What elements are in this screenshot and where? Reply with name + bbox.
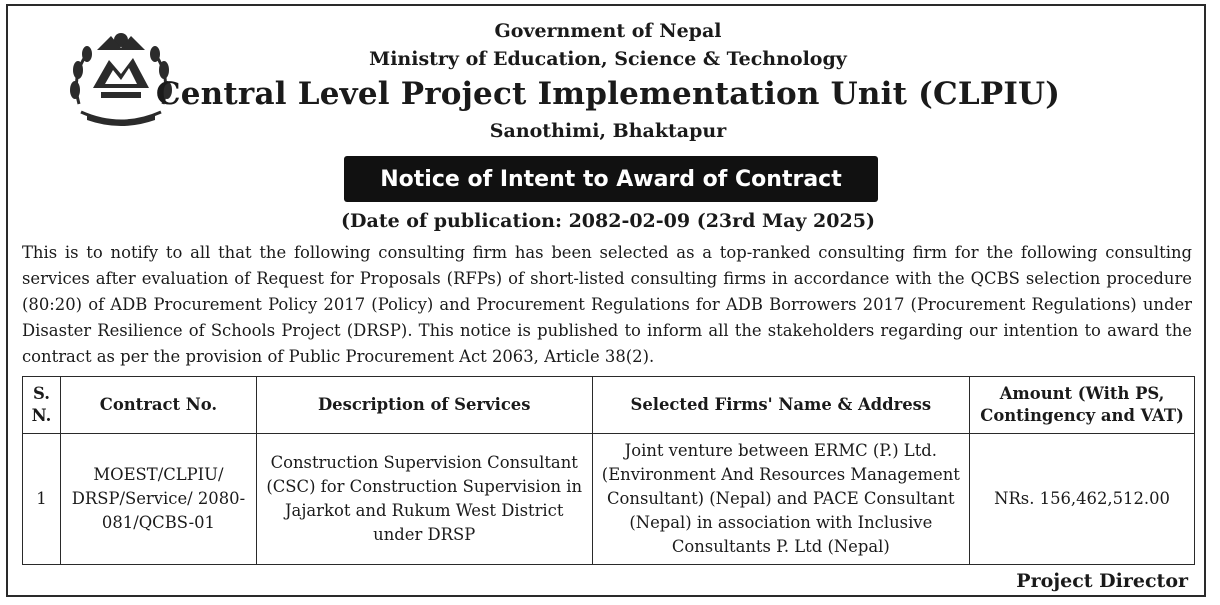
publication-date: (Date of publication: 2082-02-09 (23rd May 2025) <box>341 210 875 232</box>
table-row <box>23 434 1195 565</box>
notice-page <box>6 4 1206 597</box>
unit-name: Central Level Project Implementation Unit (CLPIU) <box>155 76 1061 112</box>
notice-title: Notice of Intent to Award of Contract <box>380 166 842 192</box>
col-header-sn: S. N. <box>23 377 61 434</box>
notice-title-banner <box>344 156 878 202</box>
cell-description: Construction Supervision Consultant (CSC) for Construction Supervision in Jajarkot and Rukum West District under DRSP <box>256 434 592 565</box>
col-header-firm: Selected Firms' Name & Address <box>592 377 970 434</box>
contract-table <box>22 376 1195 565</box>
col-header-amount: Amount (With PS, Contingency and VAT) <box>970 377 1195 434</box>
cell-contract-no: MOEST/CLPIU/ DRSP/Service/ 2080-081/QCBS-01 <box>60 434 256 565</box>
table-header-row <box>23 377 1195 434</box>
government-name: Government of Nepal <box>494 20 722 42</box>
cell-firm: Joint venture between ERMC (P.) Ltd. (Environment And Resources Management Consultant) (Nepal) and PACE Consultant (Nepal) in association with Inclusive Consultants P. Ltd (Nepal) <box>592 434 970 565</box>
ministry-name: Ministry of Education, Science & Technology <box>369 48 847 70</box>
cell-amount: NRs. 156,462,512.00 <box>970 434 1195 565</box>
cell-sn: 1 <box>23 434 61 565</box>
col-header-description: Description of Services <box>256 377 592 434</box>
notice-body: This is to notify to all that the following consulting firm has been selected as a top-ranked consulting firm for the following consulting services after evaluation of Request for Proposals (RFPs) of short-listed consulting firms in accordance with the QCBS selection procedure (80:20) of ADB Procurement Policy 2017 (Policy) and Procurement Regulations for ADB Borrowers 2017 (Procurement Regulations) under Disaster Resilience of Schools Project (DRSP). This notice is published to inform all the stakeholders regarding our intention to award the contract as per the provision of Public Procurement Act 2063, Article 38(2). <box>22 243 1192 366</box>
signatory-title: Project Director <box>1016 570 1188 592</box>
col-header-contract-no: Contract No. <box>60 377 256 434</box>
office-location: Sanothimi, Bhaktapur <box>489 120 727 142</box>
